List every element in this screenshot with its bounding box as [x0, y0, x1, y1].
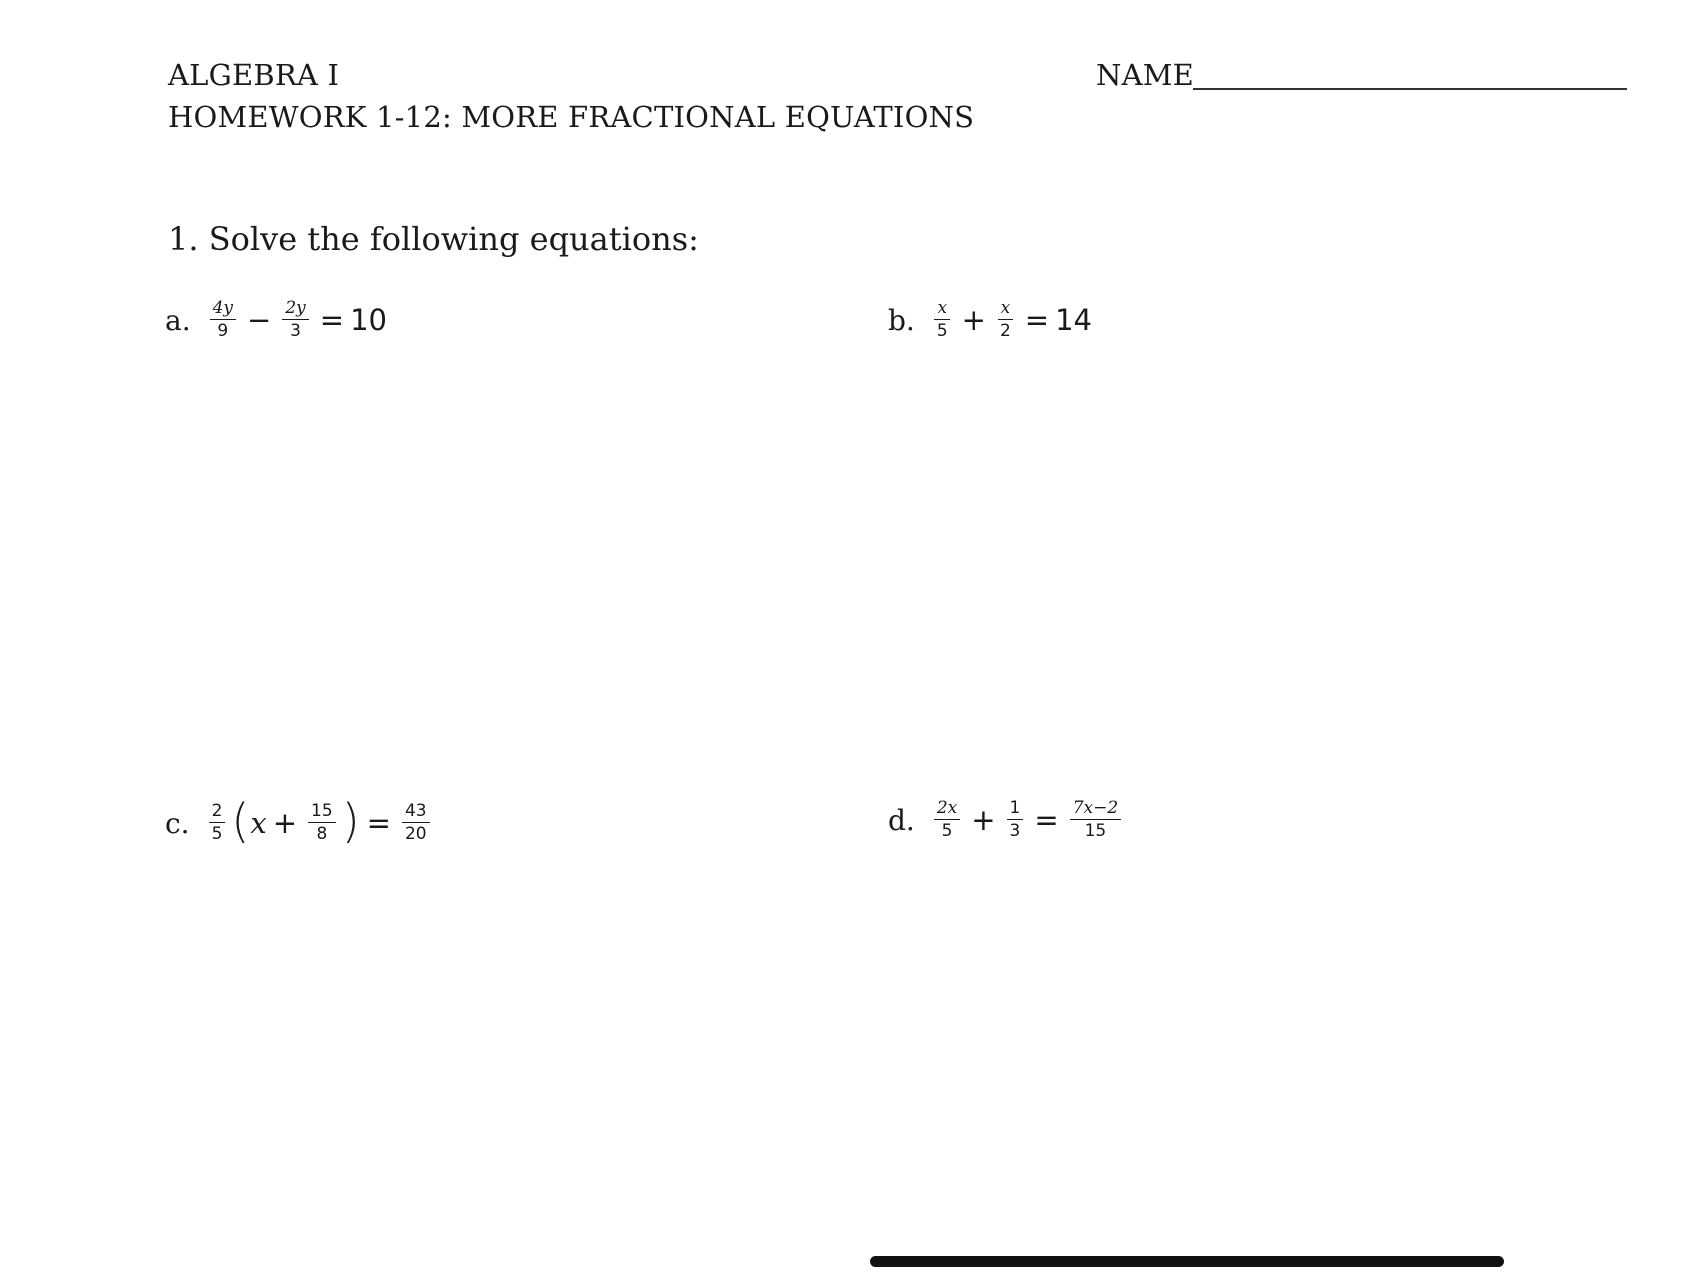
denominator: 15	[1084, 821, 1107, 841]
numerator: x	[998, 300, 1014, 320]
numerator: 1	[1007, 800, 1024, 820]
equals-sign: =	[1024, 303, 1050, 337]
denominator: 2	[999, 321, 1011, 341]
numerator: 15	[308, 803, 336, 823]
name-label: NAME	[1096, 58, 1194, 92]
fraction	[402, 803, 430, 843]
denominator: 5	[941, 821, 953, 841]
denominator: 3	[290, 321, 301, 341]
problem-d-label: d.	[888, 803, 915, 837]
question-instruction: 1. Solve the following equations:	[168, 220, 699, 258]
numerator: 2y	[282, 300, 308, 320]
fraction	[1070, 800, 1121, 840]
course-title: ALGEBRA I	[168, 58, 340, 92]
right-hand-side: 14	[1055, 303, 1093, 337]
name-blank-line[interactable]	[1193, 88, 1627, 90]
home-indicator-bar[interactable]	[870, 1256, 1504, 1267]
equals-sign: =	[1034, 803, 1059, 837]
fraction	[934, 300, 951, 340]
fraction	[997, 300, 1014, 340]
numerator: 43	[402, 803, 430, 823]
equals-sign: =	[319, 303, 345, 337]
plus-operator: +	[272, 806, 298, 840]
problem-d	[888, 800, 1126, 840]
problem-a	[165, 300, 387, 340]
plus-operator: +	[971, 803, 996, 837]
denominator: 20	[404, 824, 427, 844]
fraction	[308, 803, 336, 843]
problem-b	[888, 300, 1092, 340]
numerator: 2x	[934, 800, 960, 820]
denominator: 3	[1009, 821, 1021, 841]
denominator: 5	[936, 321, 948, 341]
right-hand-side: 10	[350, 303, 387, 337]
numerator: 4y	[210, 300, 236, 320]
homework-title: HOMEWORK 1-12: MORE FRACTIONAL EQUATIONS	[168, 100, 975, 134]
problem-b-label: b.	[888, 303, 915, 337]
problem-a-label: a.	[165, 303, 191, 337]
numerator: 7x−2	[1070, 800, 1121, 820]
problem-c	[165, 794, 435, 848]
minus-operator: −	[247, 303, 272, 337]
problem-c-label: c.	[165, 806, 190, 840]
left-parenthesis: (	[231, 794, 250, 848]
right-parenthesis: )	[341, 794, 360, 848]
denominator: 9	[217, 321, 229, 341]
equals-sign: =	[366, 806, 391, 840]
fraction	[282, 300, 308, 340]
denominator: 8	[316, 824, 328, 844]
numerator: 2	[209, 803, 226, 823]
fraction	[934, 800, 960, 840]
numerator: x	[934, 300, 950, 320]
fraction	[210, 300, 236, 340]
plus-operator: +	[961, 303, 986, 337]
fraction	[209, 803, 226, 843]
variable: x	[250, 806, 267, 840]
fraction	[1007, 800, 1024, 840]
denominator: 5	[211, 824, 223, 844]
